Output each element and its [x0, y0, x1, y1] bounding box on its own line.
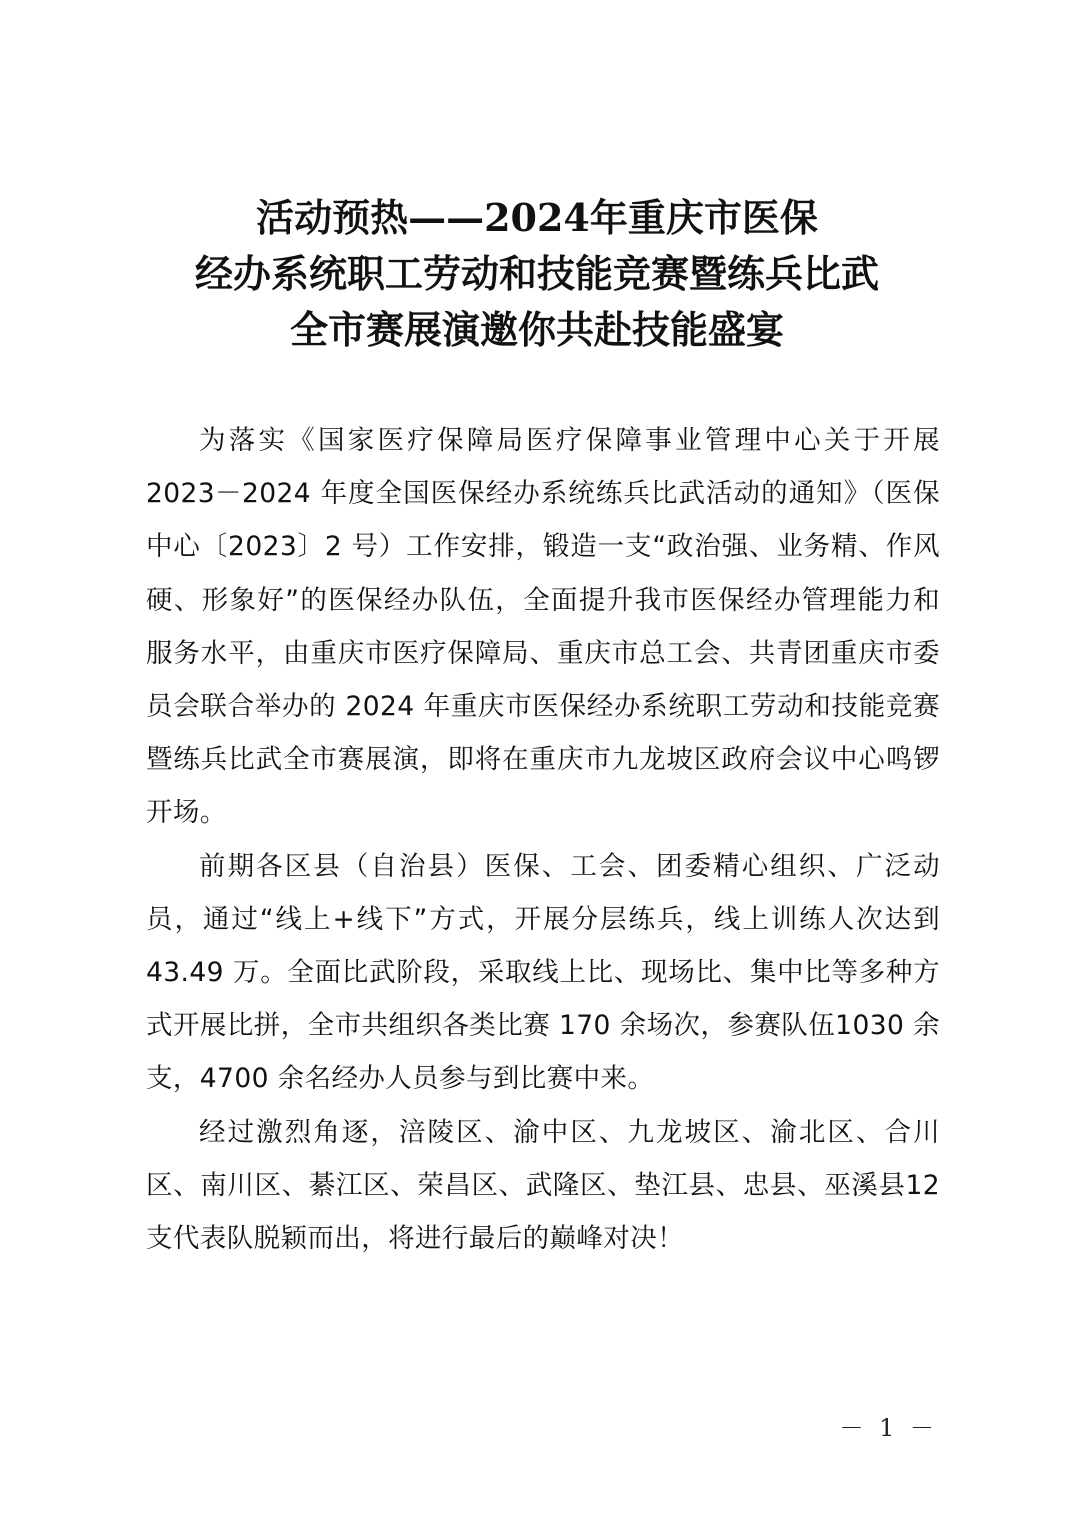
document-title: [0, 190, 1074, 358]
title-line-1: 活动预热——2024年重庆市医保: [256, 195, 818, 240]
title-line-2: 经办系统职工劳动和技能竞赛暨练兵比武: [194, 251, 879, 296]
paragraph-3: 经过激烈角逐，涪陵区、渝中区、九龙坡区、渝北区、合川区、南川区、綦江区、荣昌区、武隆区、垫江县、忠县、巫溪县12 支代表队脱颖而出，将进行最后的巅峰对决！: [146, 1116, 940, 1255]
paragraph-1: 为落实《国家医疗保障局医疗保障事业管理中心关于开展2023－2024 年度全国医保经办系统练兵比武活动的通知》（医保中心〔2023〕2 号）工作安排，锻造一支“政治强、业务精、作风硬、形象好”的医保经办队伍，全面提升我市医保经办管理能力和服务水平，由重庆市医疗保障局、重庆市总工会、共青团重庆市委员会联合举办的 2024 年重庆市医保经办系统职工劳动和技能竞赛暨练兵比武全市赛展演，即将在重庆市九龙坡区政府会议中心鸣锣开场。: [146, 425, 940, 829]
document-body: [146, 414, 940, 1265]
paragraph-2: 前期各区县（自治县）医保、工会、团委精心组织、广泛动员，通过“线上+线下”方式，开展分层练兵，线上训练人次达到 43.49 万。全面比武阶段，采取线上比、现场比、集中比等多种方式开展比拼，全市共组织各类比赛 170 余场次，参赛队伍1030 余支，4700 余名经办人员参与到比赛中来。: [146, 850, 940, 1095]
page-number: － 1 －: [839, 1414, 938, 1442]
title-line-3: 全市赛展演邀你共赴技能盛宴: [289, 307, 784, 352]
